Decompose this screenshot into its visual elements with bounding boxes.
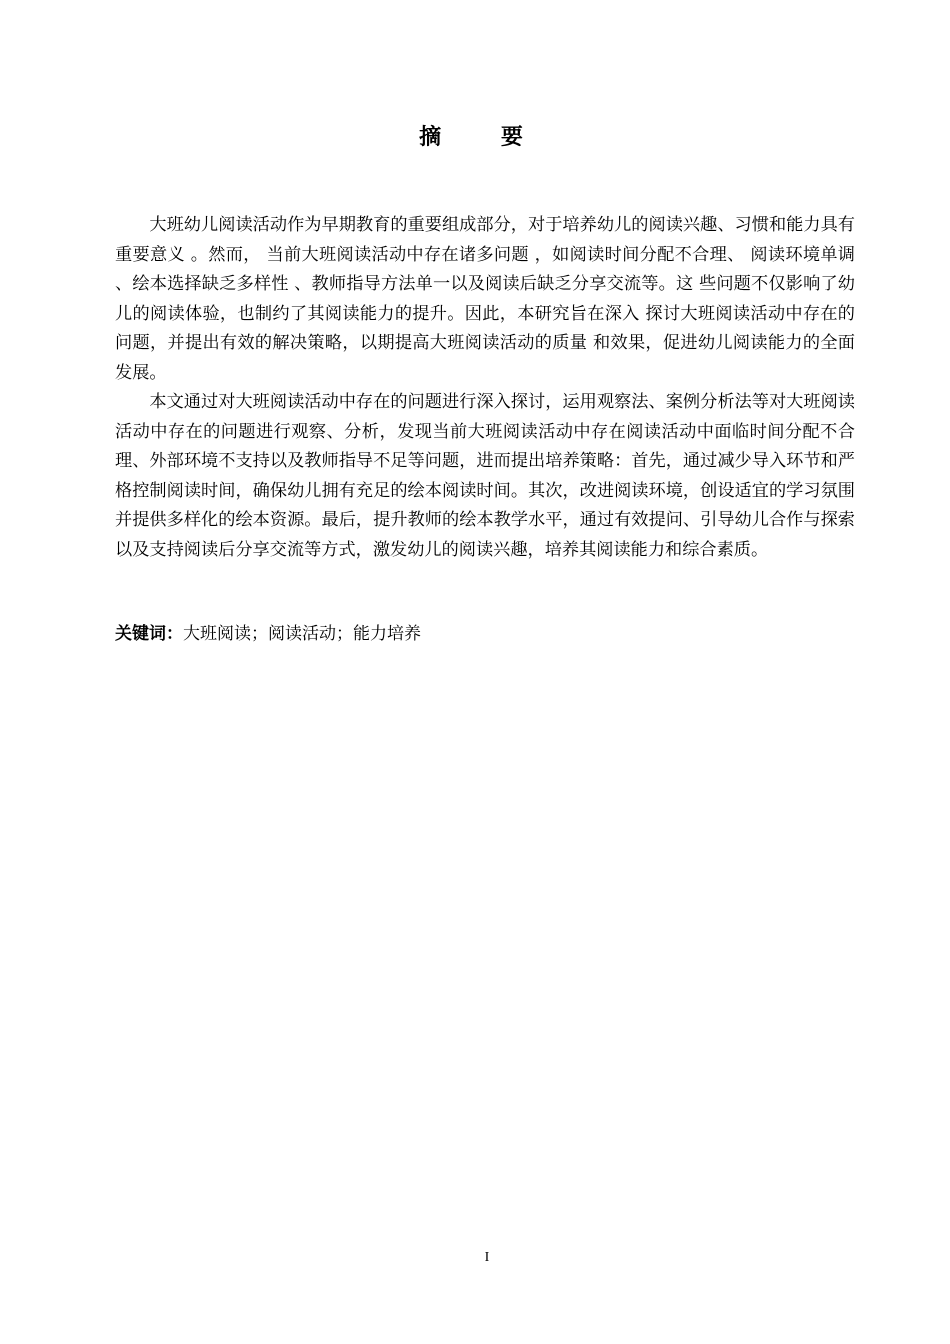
page-number: I: [484, 1250, 490, 1265]
keywords-line: [115, 620, 855, 648]
abstract-body: [115, 211, 855, 565]
keywords-label: 关键词：: [115, 624, 183, 644]
abstract-paragraph-2: 本文通过对大班阅读活动中存在的问题进行深入探讨，运用观察法、案例分析法等对大班阅读活动中存在的问题进行观察、分析，发现当前大班阅读活动中存在阅读活动中面临时间分配不合理、外部环境不支持以及教师指导不足等问题，进而提出培养策略：首先，通过减少导入环节和严格控制阅读时间，确保幼儿拥有充足的绘本阅读时间。其次，改进阅读环境，创设适宜的学习氛围并提供多样化的绘本资源。最后，提升教师的绘本教学水平，通过有效提问、引导幼儿合作与探索以及支持阅读后分享交流等方式，激发幼儿的阅读兴趣，培养其阅读能力和综合素质。: [115, 392, 855, 560]
keywords-value: 大班阅读；阅读活动；能力培养: [183, 624, 421, 644]
abstract-paragraph-1: 大班幼儿阅读活动作为早期教育的重要组成部分，对于培养幼儿的阅读兴趣、习惯和能力具有重要意义 。然而， 当前大班阅读活动中存在诸多问题 ，如阅读时间分配不合理、 阅读环境单调 、绘本选择缺乏多样性 、教师指导方法单一以及阅读后缺乏分享交流等。这 些问题不仅影响了幼儿的阅读体验，也制约了其阅读能力的提升。因此，本研究旨在深入 探讨大班阅读活动中存在的问题，并提出有效的解决策略，以期提高大班阅读活动的质量 和效果，促进幼儿阅读能力的全面发展。: [115, 215, 855, 383]
abstract-title: 摘 要: [419, 125, 549, 150]
